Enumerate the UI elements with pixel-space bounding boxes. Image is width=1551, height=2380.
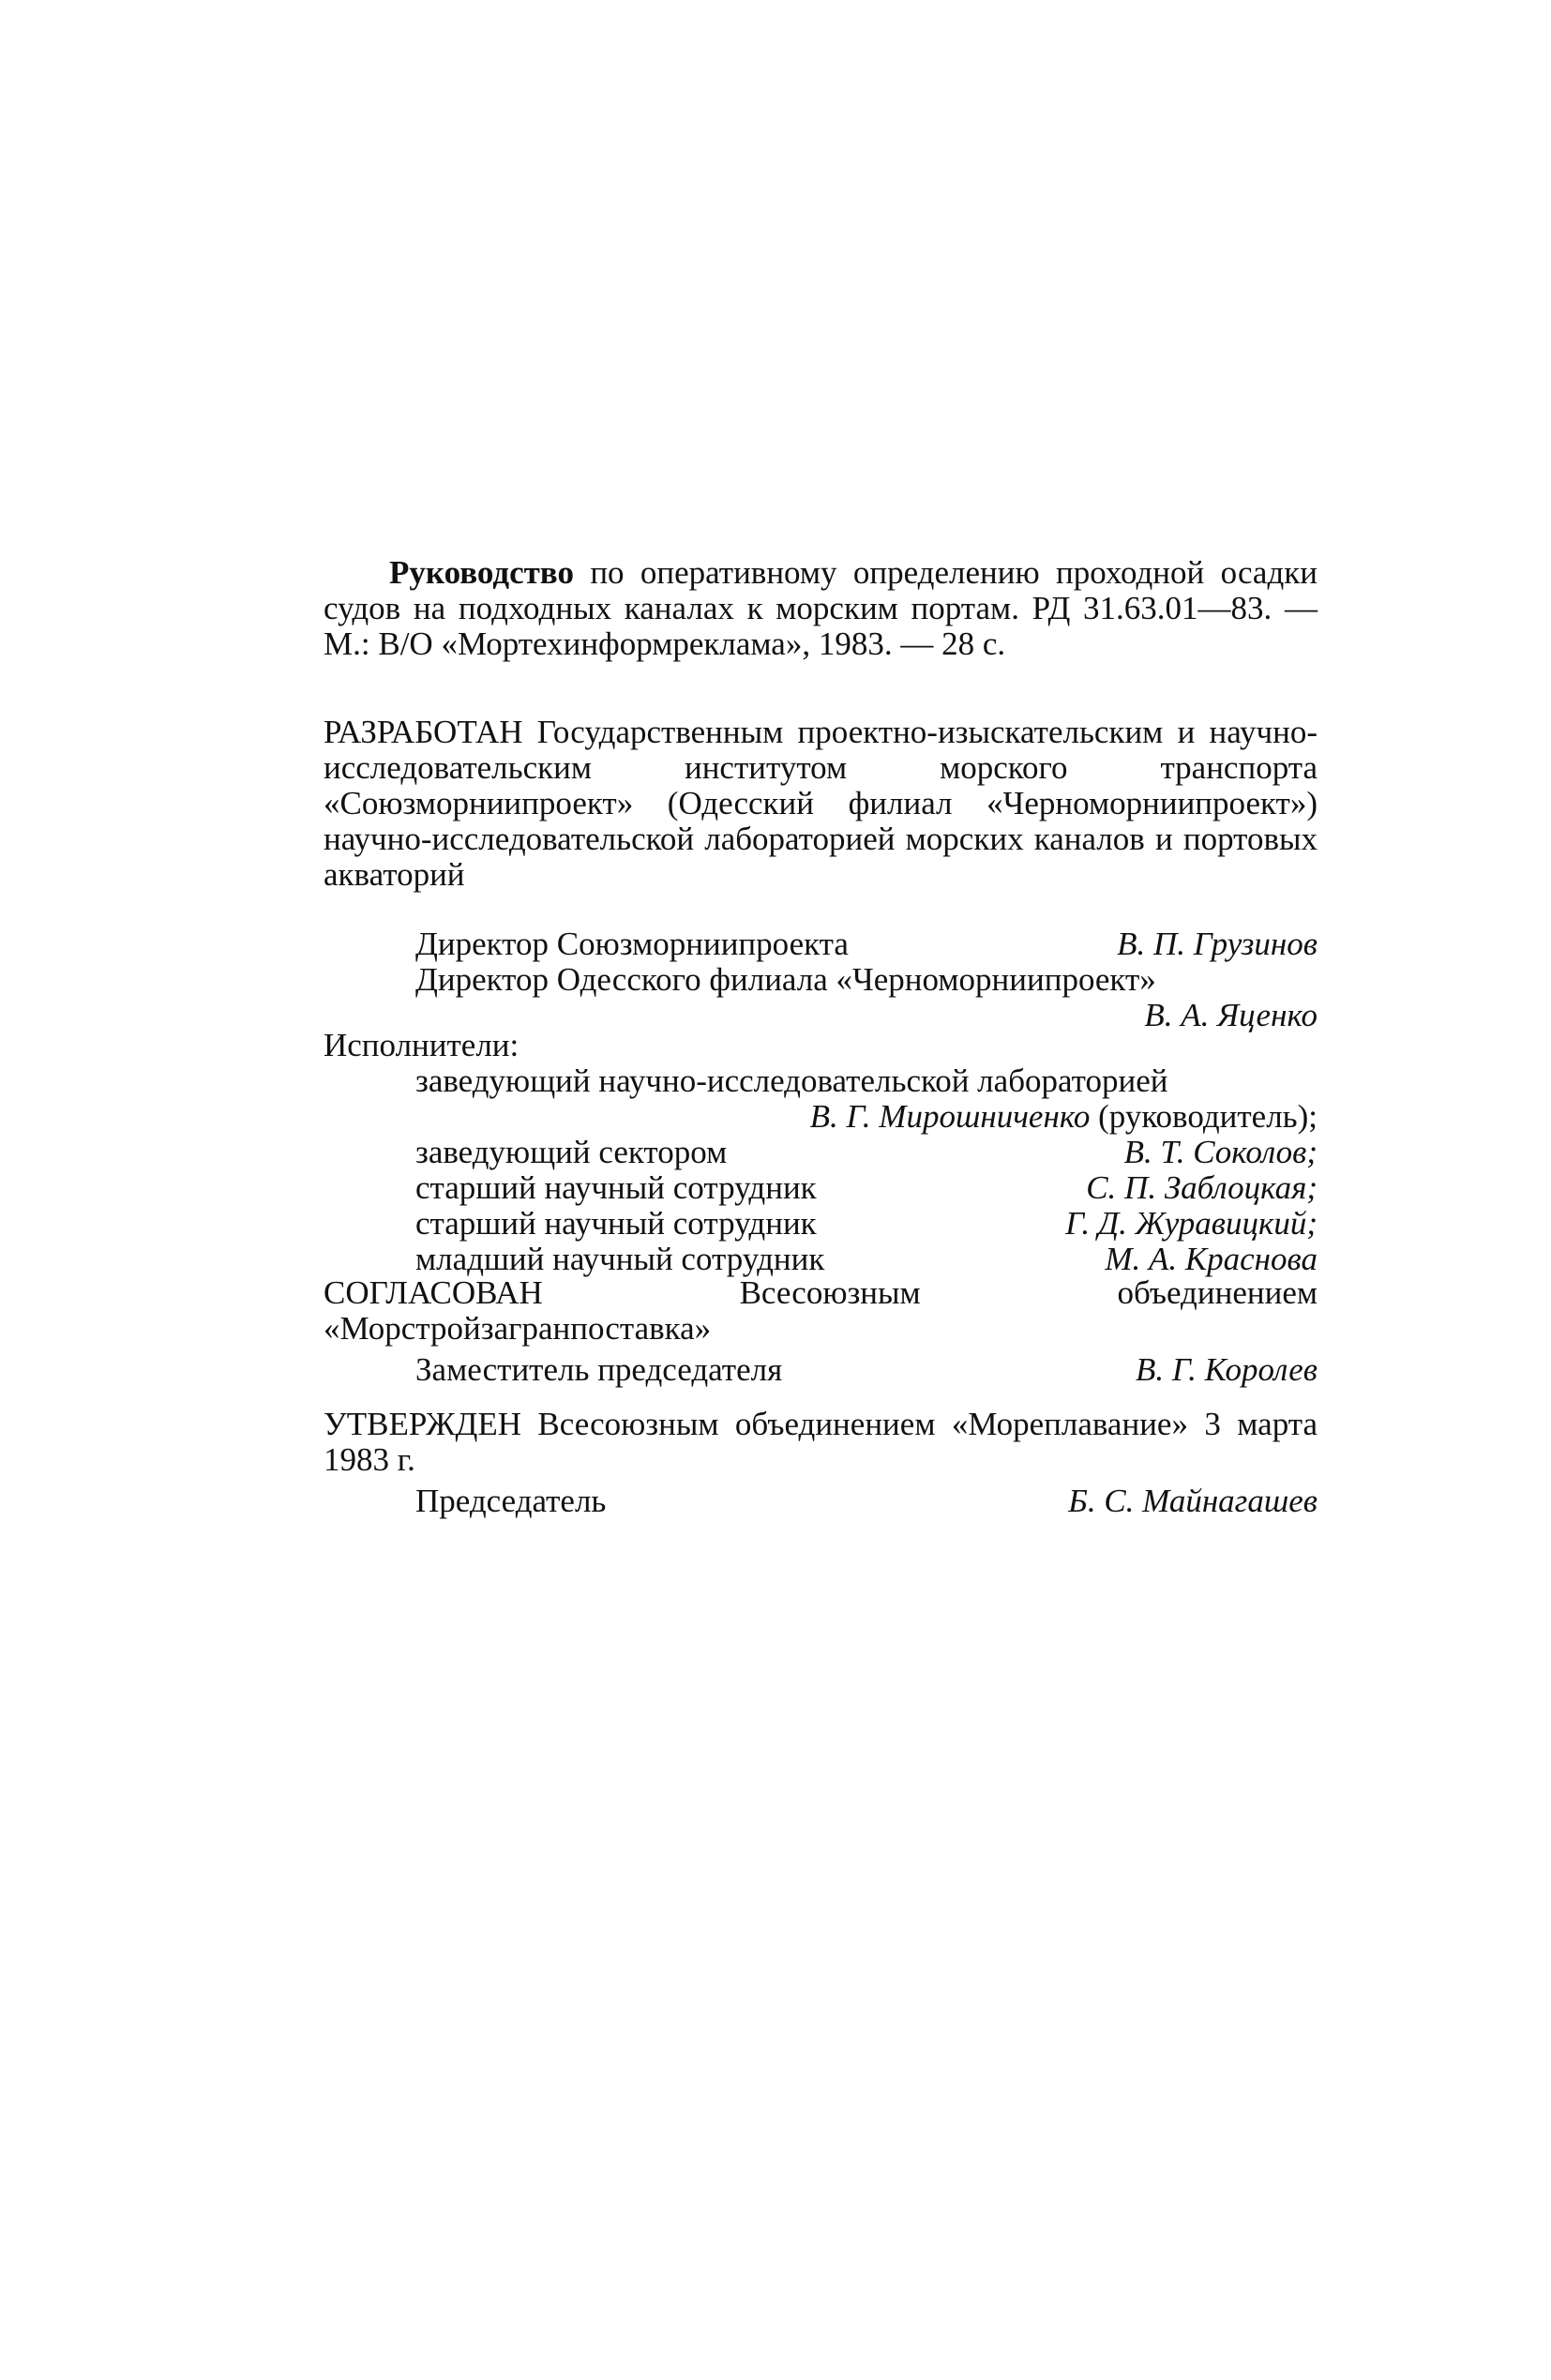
developed-text: Государственным проектно-изыскательским и научно-исследовательским институтом морского транспорта «Союзморниипроект» (Одесский филиал «Черноморниипроект») научно-исследовательской лабораторией морских каналов и портовых акваторий — [324, 714, 1318, 893]
director-role: Директор Союзморниипроекта — [415, 926, 849, 962]
agreed-role: Заместитель председателя — [415, 1351, 783, 1388]
executors-label: Исполнители: — [324, 1027, 520, 1063]
executor-name: Г. Д. Журавицкий; — [1065, 1205, 1318, 1242]
executor-name: М. А. Краснова — [1105, 1241, 1318, 1277]
approved-label: УТВЕРЖДЕН — [324, 1406, 522, 1442]
executor-row — [415, 1206, 1318, 1242]
agreed-paragraph — [324, 1275, 1318, 1347]
director-role: Директор Одесского филиала «Черноморниипроект» — [415, 961, 1156, 998]
executor-head-name: В. Г. Мирошниченко — [809, 1098, 1091, 1135]
agreed-signature — [415, 1352, 1318, 1388]
approved-role: Председатель — [415, 1483, 607, 1519]
executor-head-role: заведующий научно-исследовательской лабораторией — [415, 1062, 1168, 1099]
executor-role: заведующий сектором — [415, 1134, 728, 1170]
executor-name: В. Т. Соколов; — [1123, 1134, 1318, 1170]
approved-section — [324, 1407, 1318, 1519]
executors-section — [324, 1028, 1318, 1277]
executor-row — [415, 1170, 1318, 1206]
agreed-text: Всесоюзным объединением «Морстройзагранпоставка» — [324, 1274, 1318, 1347]
executor-head — [415, 1099, 1318, 1135]
directors-list — [415, 926, 1318, 1033]
executor-role: младший научный сотрудник — [415, 1241, 825, 1277]
director-row — [415, 962, 1318, 1033]
approved-paragraph — [324, 1407, 1318, 1478]
agreed-label: СОГЛАСОВАН — [324, 1274, 543, 1311]
approved-signature — [415, 1484, 1318, 1519]
developed-section — [324, 715, 1318, 1033]
approved-text: Всесоюзным объединением «Мореплавание» 3 марта 1983 г. — [324, 1406, 1318, 1478]
citation-title: Руководство — [389, 554, 574, 591]
agreed-name: В. Г. Королев — [1135, 1351, 1318, 1388]
executor-role: старший научный сотрудник — [415, 1205, 817, 1242]
approved-name: Б. С. Майнагашев — [1068, 1483, 1318, 1519]
director-row — [415, 926, 1318, 962]
executor-row — [415, 1135, 1318, 1170]
director-name: В. П. Грузинов — [1117, 926, 1318, 962]
developed-label: РАЗРАБОТАН — [324, 714, 523, 750]
citation-paragraph — [324, 555, 1318, 662]
executor-row — [415, 1242, 1318, 1277]
agreed-section — [324, 1275, 1318, 1388]
executor-name: С. П. Заблоцкая; — [1086, 1169, 1318, 1206]
executors-list — [415, 1063, 1318, 1277]
executor-role: старший научный сотрудник — [415, 1169, 817, 1206]
citation-text: по оперативному определению проходной осадки судов на подходных каналах к морским портам. РД 31.63.01—83. —М.: В/О «Мортехинформреклама», 1983. — 28 с. — [324, 554, 1318, 662]
executor-head-note: (руководитель); — [1098, 1098, 1318, 1135]
developed-paragraph — [324, 715, 1318, 893]
director-name: В. А. Яценко — [1144, 997, 1318, 1033]
